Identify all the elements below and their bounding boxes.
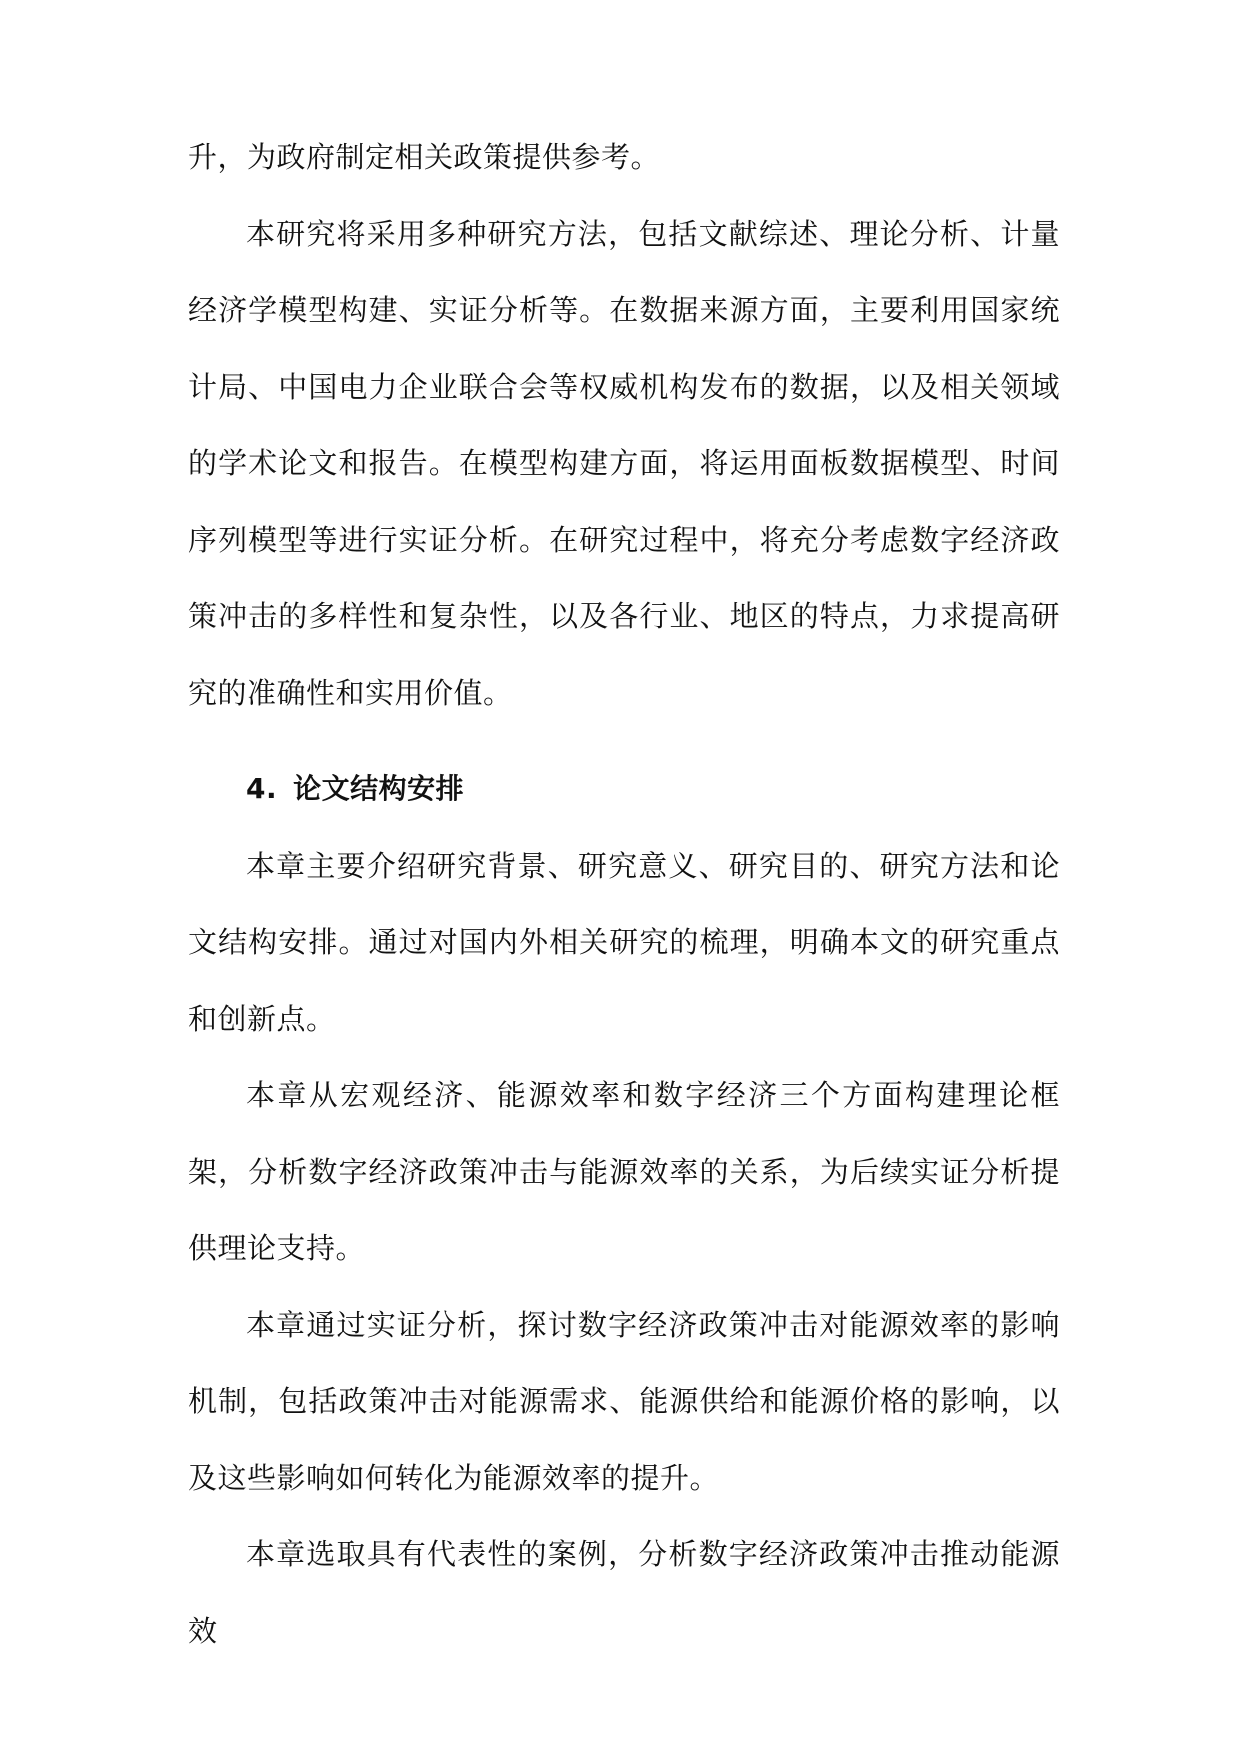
paragraph-continuation: 升，为政府制定相关政策提供参考。: [188, 140, 661, 174]
paragraph-research-methods: 本研究将采用多种研究方法，包括文献综述、理论分析、计量经济学模型构建、实证分析等。在数据来源方面，主要利用国家统计局、中国电力企业联合会等权威机构发布的数据，以及相关领域的学术论文和报告。在模型构建方面，将运用面板数据模型、时间序列模型等进行实证分析。在研究过程中，将充分考虑数字经济政策冲击的多样性和复杂性，以及各行业、地区的特点，力求提高研究的准确性和实用价值。: [188, 216, 1060, 710]
document-body: [188, 119, 1060, 1669]
paragraph-chapter-4: 本章选取具有代表性的案例，分析数字经济政策冲击推动能源效: [188, 1537, 1060, 1648]
paragraph-chapter-1: 本章主要介绍研究背景、研究意义、研究目的、研究方法和论文结构安排。通过对国内外相关研究的梳理，明确本文的研究重点和创新点。: [188, 848, 1060, 1036]
section-gap: [188, 731, 1060, 751]
paragraph-chapter-2: 本章从宏观经济、能源效率和数字经济三个方面构建理论框架，分析数字经济政策冲击与能源效率的关系，为后续实证分析提供理论支持。: [188, 1078, 1060, 1265]
section-number: 4.: [246, 772, 278, 805]
paragraph-chapter-3: 本章通过实证分析，探讨数字经济政策冲击对能源效率的影响机制，包括政策冲击对能源需求、能源供给和能源价格的影响，以及这些影响如何转化为能源效率的提升。: [188, 1307, 1060, 1495]
section-heading: [188, 751, 1060, 828]
section-title: 论文结构安排: [293, 772, 465, 805]
